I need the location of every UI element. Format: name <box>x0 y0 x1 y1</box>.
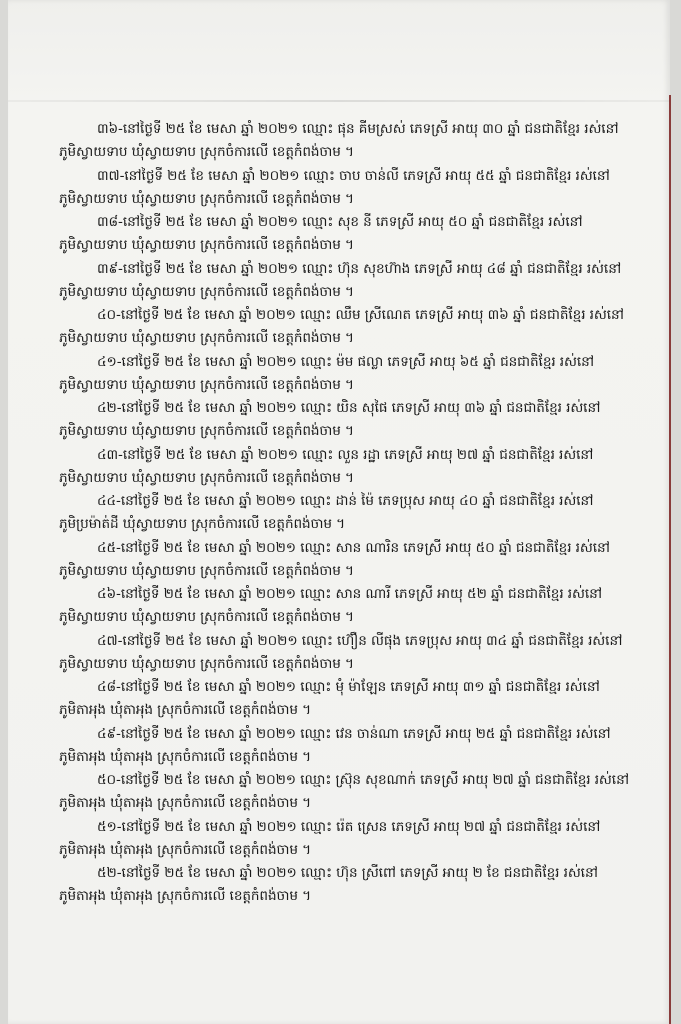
record-line-1: ៤៨-នៅថ្ងៃទី ២៥ ខែ មេសា ឆ្នាំ ២០២១ ឈ្មោះ មុំ ម៉ាឡែន ភេទស្រី អាយុ ៣១ ឆ្នាំ ជនជាតិខ្មែរ រស់នៅ <box>97 679 600 695</box>
record-line-1: ៣៨-នៅថ្ងៃទី ២៥ ខែ មេសា ឆ្នាំ ២០២១ ឈ្មោះ សុខ នី ភេទស្រី អាយុ ៥០ ឆ្នាំ ជនជាតិខ្មែរ រស់នៅ <box>97 214 583 230</box>
record-line-2: ភូមិស្វាយទាប ឃុំស្វាយទាប ស្រុកចំការលើ ខេត្តកំពង់ចាម ។ <box>59 655 354 672</box>
record-line-1: ៣៧-នៅថ្ងៃទី ២៥ ខែ មេសា ឆ្នាំ ២០២១ ឈ្មោះ ចាប ចាន់លី ភេទស្រី អាយុ ៥៥ ឆ្នាំ ជនជាតិខ្មែរ រស់នៅ <box>97 167 610 184</box>
record-line-2: ភូមិស្វាយទាប ឃុំស្វាយទាប ស្រុកចំការលើ ខេត្តកំពង់ចាម ។ <box>59 144 354 161</box>
record-entry <box>59 258 659 305</box>
record-line-1: ៤០-នៅថ្ងៃទី ២៥ ខែ មេសា ឆ្នាំ ២០២១ ឈ្មោះ ឈឹម ស្រីណេត ភេទស្រី អាយុ ៣៦ ឆ្នាំ ជនជាតិខ្មែរ រស់នៅ <box>97 307 624 323</box>
record-line-1: ៤៧-នៅថ្ងៃទី ២៥ ខែ មេសា ឆ្នាំ ២០២១ ឈ្មោះ ហ៊ឿន លីផុង ភេទប្រុស អាយុ ៣៤ ឆ្នាំ ជនជាតិខ្មែរ រស់នៅ <box>97 632 623 649</box>
record-entry <box>59 490 659 537</box>
record-entry <box>59 397 659 444</box>
record-entry <box>59 676 659 723</box>
record-entry <box>59 723 659 770</box>
record-entry <box>59 351 659 398</box>
record-line-2: ភូមិស្វាយទាប ឃុំស្វាយទាប ស្រុកចំការលើ ខេត្តកំពង់ចាម ។ <box>59 423 354 440</box>
record-entry <box>59 537 659 584</box>
record-line-2: ភូមិតាអុង ឃុំតាអុង ស្រុកចំការលើ ខេត្តកំពង់ចាម ។ <box>59 795 311 812</box>
record-entry <box>59 862 659 909</box>
record-line-2: ភូមិស្វាយទាប ឃុំស្វាយទាប ស្រុកចំការលើ ខេត្តកំពង់ចាម ។ <box>59 283 354 300</box>
record-line-2: ភូមិស្វាយទាប ឃុំស្វាយទាប ស្រុកចំការលើ ខេត្តកំពង់ចាម ។ <box>59 190 354 207</box>
record-line-1: ៤៩-នៅថ្ងៃទី ២៥ ខែ មេសា ឆ្នាំ ២០២១ ឈ្មោះ វេន ចាន់ណា ភេទស្រី អាយុ ២៥ ឆ្នាំ ជនជាតិខ្មែរ រស់នៅ <box>97 725 611 742</box>
record-line-2: ភូមិតាអុង ឃុំតាអុង ស្រុកចំការលើ ខេត្តកំពង់ចាម ។ <box>59 748 311 765</box>
record-line-1: ៤៤-នៅថ្ងៃទី ២៥ ខែ មេសា ឆ្នាំ ២០២១ ឈ្មោះ ដាន់ ម៉ៃ ភេទប្រុស អាយុ ៤០ ឆ្នាំ ជនជាតិខ្មែរ រស់នៅ <box>97 493 594 509</box>
record-line-2: ភូមិស្វាយទាប ឃុំស្វាយទាប ស្រុកចំការលើ ខេត្តកំពង់ចាម ។ <box>59 376 354 393</box>
record-line-1: ៤៦-នៅថ្ងៃទី ២៥ ខែ មេសា ឆ្នាំ ២០២១ ឈ្មោះ សាន ណារី ភេទស្រី អាយុ ៥២ ឆ្នាំ ជនជាតិខ្មែរ រស់នៅ <box>97 586 602 602</box>
record-line-2: ភូមិតាអុង ឃុំតាអុង ស្រុកចំការលើ ខេត្តកំពង់ចាម ។ <box>59 841 311 858</box>
record-entry <box>59 769 659 816</box>
record-entry <box>59 630 659 677</box>
record-entry <box>59 118 659 165</box>
record-line-1: ៥១-នៅថ្ងៃទី ២៥ ខែ មេសា ឆ្នាំ ២០២១ ឈ្មោះ រ៉េត ស្រេន ភេទស្រី អាយុ ២៧ ឆ្នាំ ជនជាតិខ្មែរ រស់នៅ <box>97 818 601 835</box>
page-fold-line <box>8 100 670 102</box>
record-entry <box>59 583 659 630</box>
record-line-2: ភូមិស្វាយទាប ឃុំស្វាយទាប ស្រុកចំការលើ ខេត្តកំពង់ចាម ។ <box>59 609 354 626</box>
record-entry <box>59 165 659 212</box>
record-line-2: ភូមិស្វាយទាប ឃុំស្វាយទាប ស្រុកចំការលើ ខេត្តកំពង់ចាម ។ <box>59 330 354 347</box>
record-line-2: ភូមិប្រម៉ាត់ដី ឃុំស្វាយទាប ស្រុកចំការលើ ខេត្តកំពង់ចាម ។ <box>59 516 345 533</box>
record-list <box>59 118 659 909</box>
record-line-1: ៤៣-នៅថ្ងៃទី ២៥ ខែ មេសា ឆ្នាំ ២០២១ ឈ្មោះ លួន រដ្ឋា ភេទស្រី អាយុ ២៧ ឆ្នាំ ជនជាតិខ្មែរ រស់នៅ <box>97 446 594 463</box>
record-line-2: ភូមិតាអុង ឃុំតាអុង ស្រុកចំការលើ ខេត្តកំពង់ចាម ។ <box>59 702 311 719</box>
record-line-2: ភូមិស្វាយទាប ឃុំស្វាយទាប ស្រុកចំការលើ ខេត្តកំពង់ចាម ។ <box>59 562 354 579</box>
record-line-1: ៥០-នៅថ្ងៃទី ២៥ ខែ មេសា ឆ្នាំ ២០២១ ឈ្មោះ ស្រ៊ុន សុខណាក់ ភេទស្រី អាយុ ២៧ ឆ្នាំ ជនជាតិខ្មែរ រស់នៅ <box>97 772 629 788</box>
record-entry <box>59 816 659 863</box>
record-entry <box>59 444 659 491</box>
document-page <box>8 0 670 1024</box>
record-line-1: ៤២-នៅថ្ងៃទី ២៥ ខែ មេសា ឆ្នាំ ២០២១ ឈ្មោះ យិន សុផៃ ភេទស្រី អាយុ ៣៦ ឆ្នាំ ជនជាតិខ្មែរ រស់នៅ <box>97 400 601 416</box>
page-edge-line <box>669 95 671 1024</box>
record-entry <box>59 211 659 258</box>
record-line-1: ៣៩-នៅថ្ងៃទី ២៥ ខែ មេសា ឆ្នាំ ២០២១ ឈ្មោះ ហ៊ុន សុខហ៊ាង ភេទស្រី អាយុ ៤៨ ឆ្នាំ ជនជាតិខ្មែរ រស់នៅ <box>97 260 622 277</box>
record-line-2: ភូមិស្វាយទាប ឃុំស្វាយទាប ស្រុកចំការលើ ខេត្តកំពង់ចាម ។ <box>59 469 354 486</box>
record-line-2: ភូមិតាអុង ឃុំតាអុង ស្រុកចំការលើ ខេត្តកំពង់ចាម ។ <box>59 888 311 905</box>
record-entry <box>59 304 659 351</box>
record-line-2: ភូមិស្វាយទាប ឃុំស្វាយទាប ស្រុកចំការលើ ខេត្តកំពង់ចាម ។ <box>59 237 354 254</box>
record-line-1: ៤១-នៅថ្ងៃទី ២៥ ខែ មេសា ឆ្នាំ ២០២១ ឈ្មោះ ម៉ម ផល្លា ភេទស្រី អាយុ ៦៥ ឆ្នាំ ជនជាតិខ្មែរ រស់នៅ <box>97 353 595 370</box>
record-line-1: ៣៦-នៅថ្ងៃទី ២៥ ខែ មេសា ឆ្នាំ ២០២១ ឈ្មោះ ផុន គីមស្រស់ ភេទស្រី អាយុ ៣០ ឆ្នាំ ជនជាតិខ្មែរ រស់នៅ <box>97 121 619 137</box>
record-line-1: ៥២-នៅថ្ងៃទី ២៥ ខែ មេសា ឆ្នាំ ២០២១ ឈ្មោះ ហ៊ុន ស្រីពៅ ភេទស្រី អាយុ ២ ខែ ជនជាតិខ្មែរ រស់នៅ <box>97 865 598 881</box>
record-line-1: ៤៥-នៅថ្ងៃទី ២៥ ខែ មេសា ឆ្នាំ ២០២១ ឈ្មោះ សាន ណារិន ភេទស្រី អាយុ ៥០ ឆ្នាំ ជនជាតិខ្មែរ រស់នៅ <box>97 539 610 556</box>
